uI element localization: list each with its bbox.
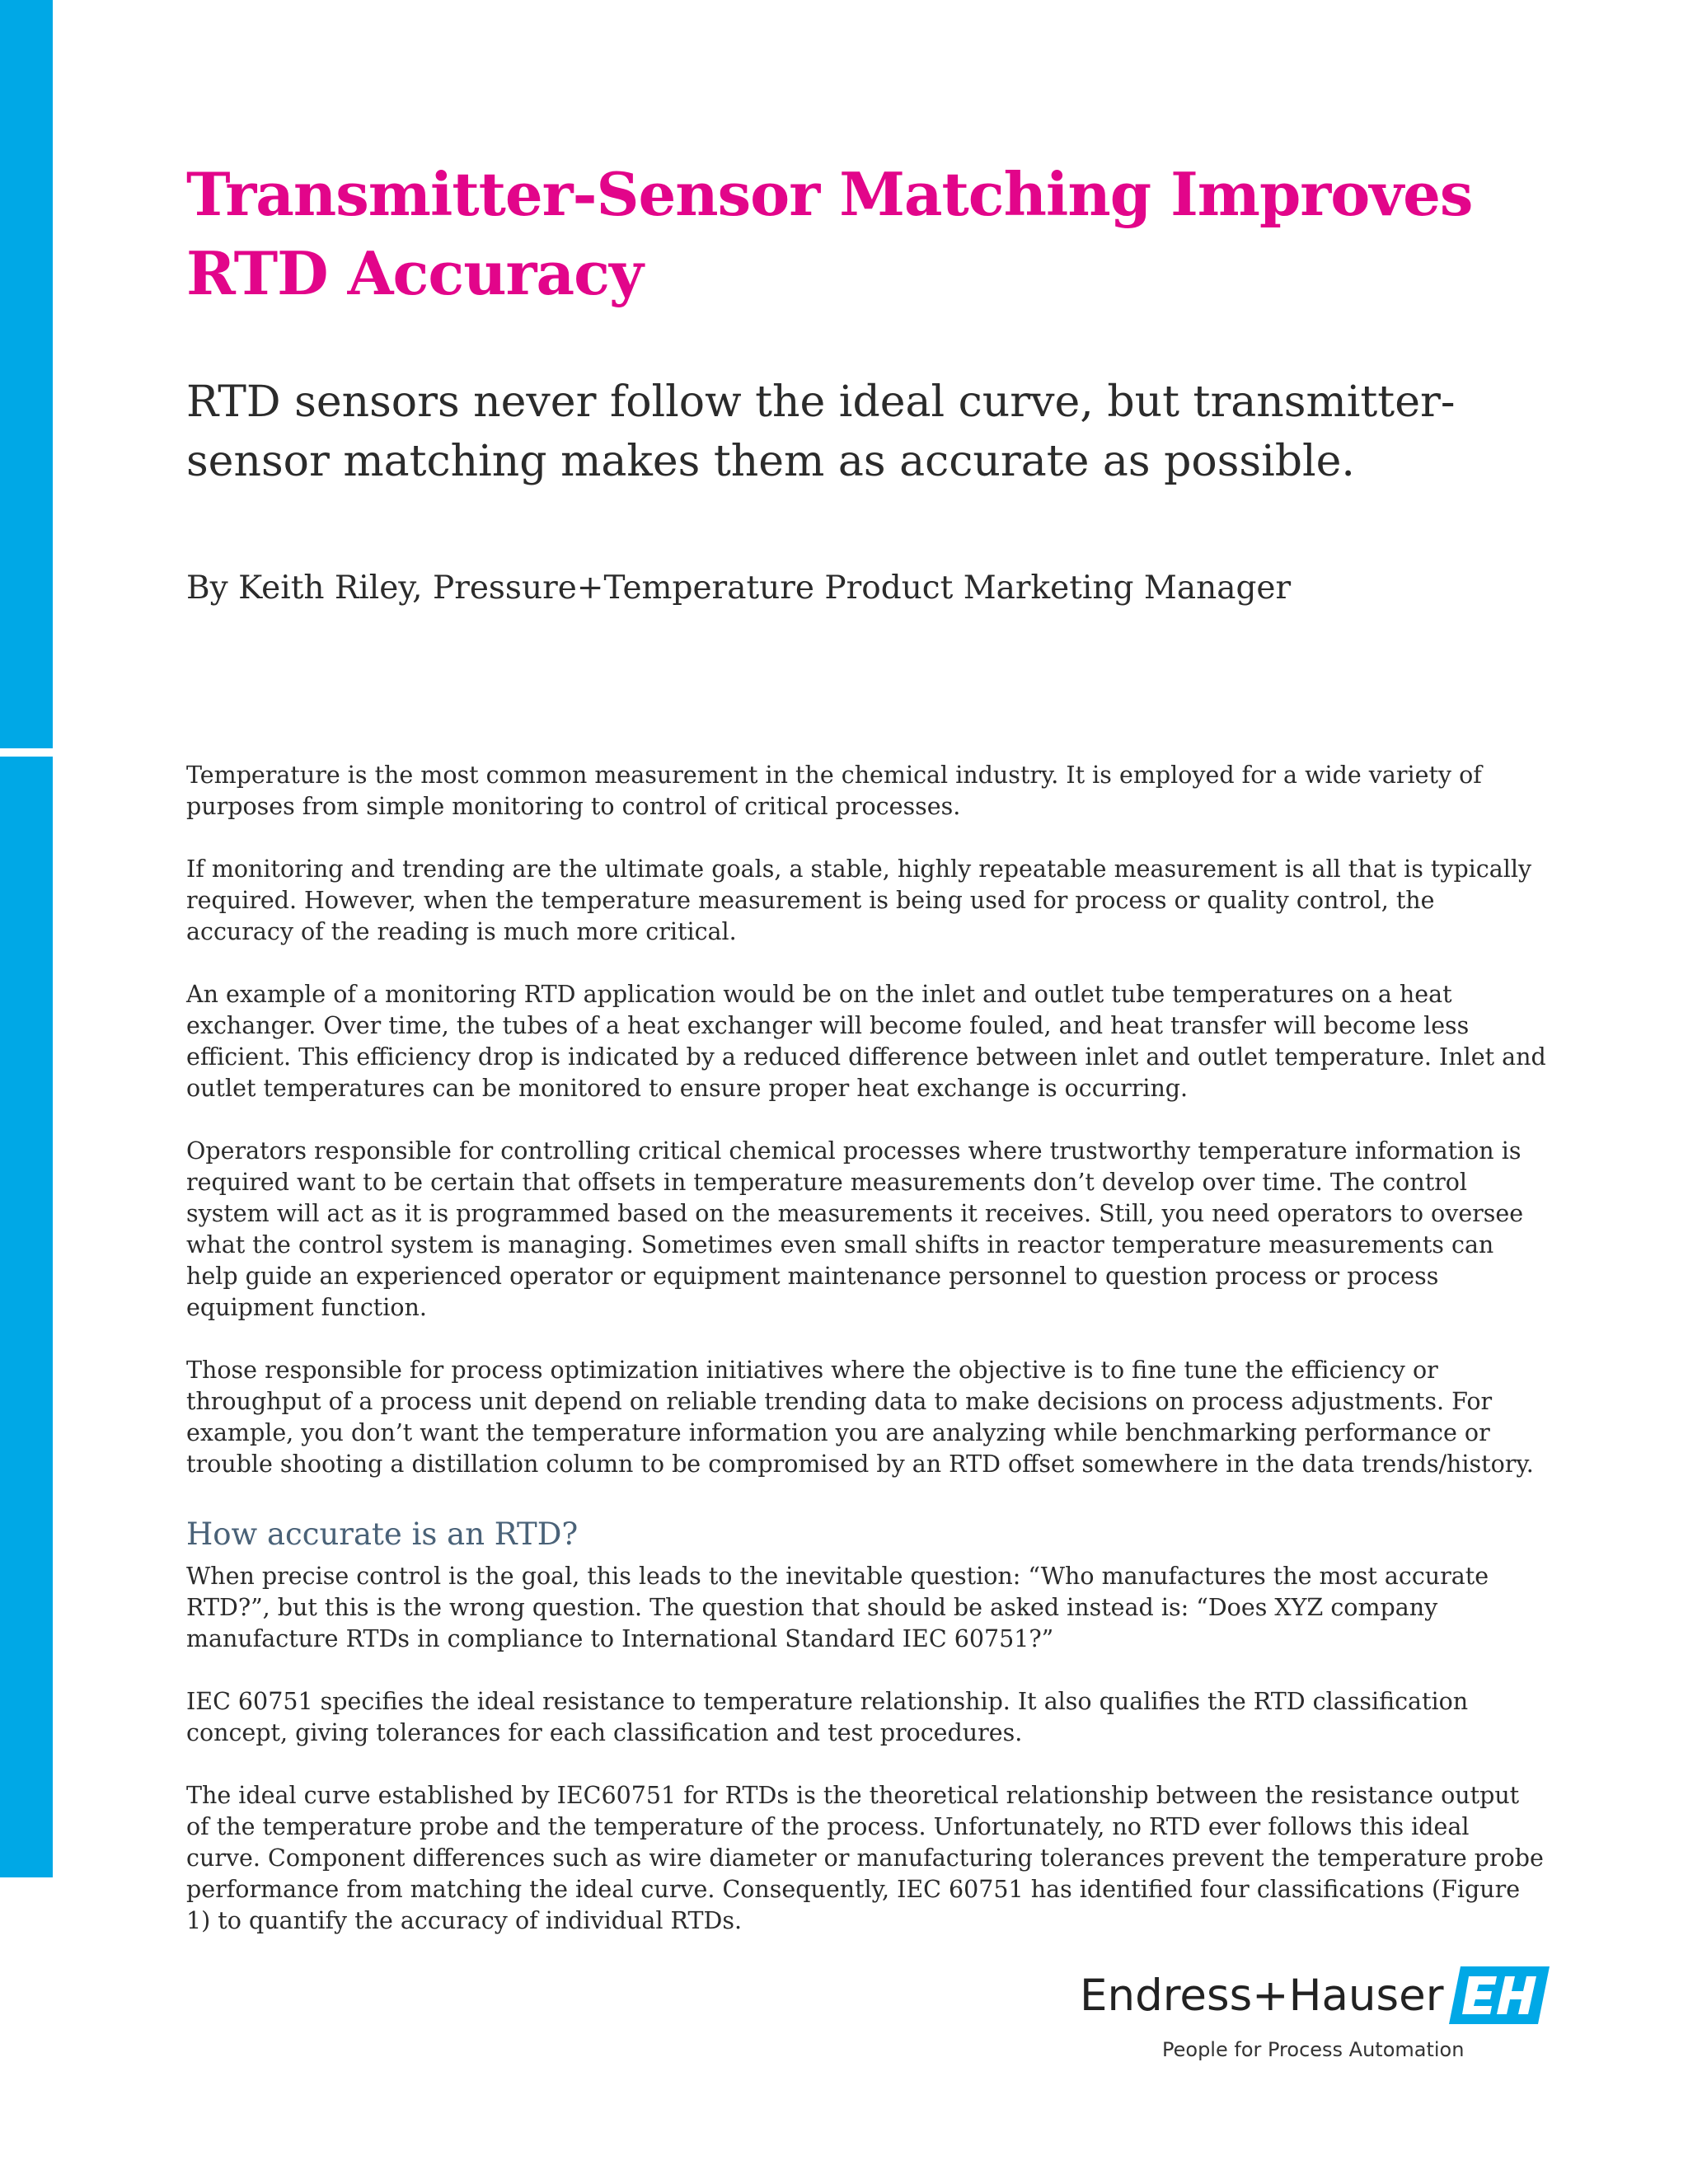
body-paragraph: An example of a monitoring RTD application would be on the inlet and outlet tube temperatures on a heat exchanger. Over time, the tubes of a heat exchanger will become fouled, and heat transfer will become less efficient. This efficiency drop is indicated by a reduced difference between inlet and outlet temperature. Inlet and outlet temperatures can be monitored to ensure proper heat exchange is occurring. <box>186 981 1546 1102</box>
accent-bar-top <box>0 0 53 748</box>
company-logo <box>1080 1966 1550 2065</box>
section-heading: How accurate is an RTD? <box>186 1516 579 1552</box>
article-body <box>186 760 1546 1968</box>
eh-logo-mark-icon <box>1449 1966 1550 2024</box>
logo-tagline: People for Process Automation <box>1162 2038 1465 2061</box>
body-paragraph: Operators responsible for controlling critical chemical processes where trustworthy temperature information is required want to be certain that offsets in temperature measurements don’t develop over time. The control system will act as it is programmed based on the measurements it receives. Still, you need operators to oversee what the control system is managing. Sometimes even small shifts in reactor temperature measurements can help guide an experienced operator or equipment maintenance personnel to question process or process equipment function. <box>186 1137 1524 1321</box>
section-paragraph: The ideal curve established by IEC60751 for RTDs is the theoretical relationship between the resistance output of the temperature probe and the temperature of the process. Unfortunately, no RTD ever follows this ideal curve. Component differences such as wire diameter or manufacturing tolerances prevent the temperature probe performance from matching the ideal curve. Consequently, IEC 60751 has identified four classifications (Figure 1) to quantify the accuracy of individual RTDs. <box>186 1782 1544 1934</box>
section-paragraph: IEC 60751 specifies the ideal resistance to temperature relationship. It also qualifies the RTD classification concept, giving tolerances for each classification and test procedures. <box>186 1688 1469 1746</box>
article-byline: By Keith Riley, Pressure+Temperature Product Marketing Manager <box>186 569 1292 607</box>
article-title: Transmitter-Sensor Matching Improves RTD Accuracy <box>186 159 1473 308</box>
body-paragraph: Temperature is the most common measurement in the chemical industry. It is employed for a wide variety of purposes from simple monitoring to control of critical processes. <box>186 762 1482 820</box>
body-paragraph: Those responsible for process optimization initiatives where the objective is to fine tune the efficiency or throughput of a process unit depend on reliable trending data to make decisions on process adjustments. For example, you don’t want the temperature information you are analyzing while benchmarking performance or trouble shooting a distillation column to be compromised by an RTD offset somewhere in the data trends/history. <box>186 1357 1534 1478</box>
section-paragraph: When precise control is the goal, this leads to the inevitable question: “Who manufactures the most accurate RTD?”, but this is the wrong question. The question that should be asked instead is: “Does XYZ company manufacture RTDs in compliance to International Standard IEC 60751?” <box>186 1563 1489 1652</box>
body-paragraph: If monitoring and trending are the ultimate goals, a stable, highly repeatable measurement is all that is typically required. However, when the temperature measurement is being used for process or quality control, the accuracy of the reading is much more critical. <box>186 855 1532 945</box>
logo-name: Endress+Hauser <box>1080 1971 1444 2021</box>
article-subtitle: RTD sensors never follow the ideal curve, but transmitter-sensor matching makes them as accurate as possible. <box>186 377 1456 486</box>
accent-bar-bottom <box>0 757 53 1877</box>
